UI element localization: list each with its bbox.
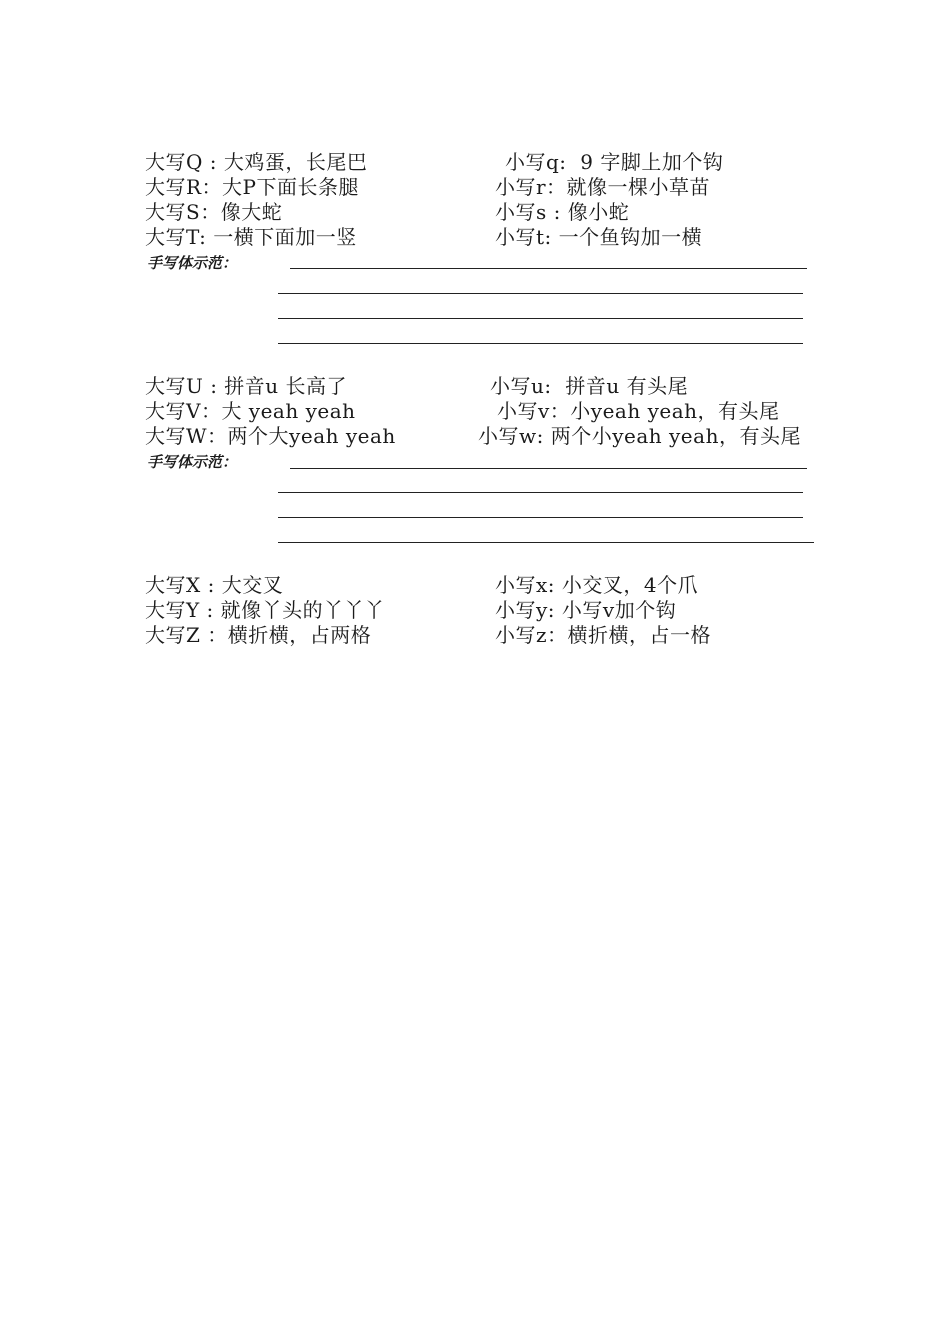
writing-line [290, 268, 807, 269]
writing-line [278, 492, 803, 493]
lower-r-text: 小写r：就像一棵小草苗 [495, 175, 711, 199]
upper-q-text: 大写Q : 大鸡蛋，长尾巴 [145, 150, 368, 174]
lower-u-text: 小写u: 拼音u 有头尾 [490, 374, 689, 398]
upper-v-text: 大写V：大 yeah yeah [145, 399, 356, 423]
upper-r-text: 大写R：大P下面长条腿 [145, 175, 360, 199]
lower-t-text: 小写t: 一个鱼钩加一横 [495, 225, 703, 249]
lower-q-text: 小写q: 9 字脚上加个钩 [505, 150, 724, 174]
lower-v-text: 小写v：小yeah yeah，有头尾 [497, 399, 780, 423]
writing-line [278, 517, 803, 518]
lower-w-text: 小写w: 两个小yeah yeah，有头尾 [478, 424, 801, 448]
lower-y-text: 小写y: 小写v加个钩 [495, 598, 677, 622]
practice-label: 手写体示范： [147, 254, 238, 272]
writing-line [278, 318, 803, 319]
writing-line [278, 542, 814, 543]
upper-x-text: 大写X : 大交叉 [145, 573, 284, 597]
lower-s-text: 小写s : 像小蛇 [495, 200, 630, 224]
practice-label: 手写体示范： [147, 453, 238, 471]
upper-y-text: 大写Y : 就像丫头的丫丫丫 [145, 598, 385, 622]
writing-line [278, 293, 803, 294]
upper-u-text: 大写U : 拼音u 长高了 [145, 374, 348, 398]
lower-x-text: 小写x: 小交叉，4个爪 [495, 573, 699, 597]
upper-s-text: 大写S：像大蛇 [145, 200, 283, 224]
upper-t-text: 大写T: 一横下面加一竖 [145, 225, 357, 249]
upper-z-text: 大写Z ：横折横，占两格 [145, 623, 372, 647]
writing-line [290, 468, 807, 469]
lower-z-text: 小写z：横折横，占一格 [495, 623, 712, 647]
writing-line [278, 343, 803, 344]
upper-w-text: 大写W：两个大yeah yeah [145, 424, 396, 448]
